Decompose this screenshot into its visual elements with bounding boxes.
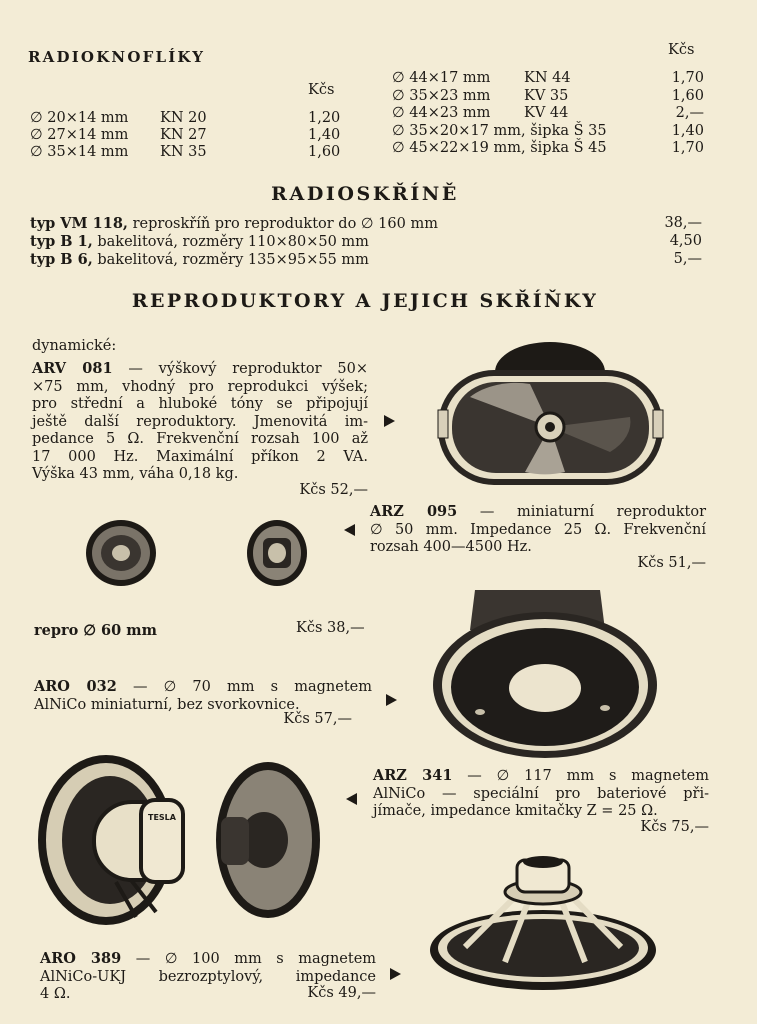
text-line: rozsah 400—4500 Hz. (370, 539, 532, 555)
knob-price: 1,60 (308, 144, 341, 160)
knob-spec: ∅ 44×23 mm (392, 105, 491, 121)
knob-spec: ∅ 35×14 mm (30, 144, 129, 160)
arz095-description (370, 503, 706, 557)
list-item (30, 110, 345, 127)
knob-price: 1,20 (308, 110, 341, 126)
aro032-description (34, 678, 372, 714)
text-line: — ∅ 117 mm s magnetem (467, 768, 709, 784)
text-line: AlNiCo — speciální pro bateriové při- (373, 785, 709, 802)
pointer-arrow-right-icon (384, 415, 395, 427)
cabinet-price: 38,— (664, 215, 702, 231)
product-code: ARO 032 (34, 678, 117, 695)
knobs-right-list (392, 70, 704, 158)
repro60-price: Kčs 38,— (296, 620, 365, 636)
knob-spec: ∅ 35×23 mm (392, 87, 491, 104)
text-line: AlNiCo-UKJ bezrozptylový, impedance (40, 968, 376, 985)
arv081-price: Kčs 52,— (299, 482, 368, 498)
section-title-knobs: RADIOKNOFLÍKY (28, 48, 206, 66)
product-code: ARZ 095 (370, 503, 458, 520)
text-line: ∅ 50 mm. Impedance 25 Ω. Frekvenční (370, 521, 706, 538)
cabinet-price: 4,50 (669, 233, 702, 249)
speaker-mini-front-image (84, 518, 159, 588)
product-code: ARZ 341 (373, 767, 453, 784)
text-line: pro střední a hluboké tóny se připojují (32, 396, 368, 412)
text-line: 4 Ω. (40, 986, 71, 1002)
list-item (30, 127, 345, 144)
text-line: — výškový reproduktor 50× (128, 361, 368, 377)
knob-spec: ∅ 35×20×17 mm, šipka Š 35 (392, 122, 607, 139)
knob-code: KN 44 (524, 70, 571, 86)
text-line: ×75 mm, vhodný pro reprodukci výšek; (32, 378, 368, 395)
knob-price: 1,40 (671, 122, 704, 139)
speaker-round-image (430, 590, 665, 760)
cabinet-type: typ B 1, (30, 233, 93, 250)
knob-spec: ∅ 45×22×19 mm, šipka Š 45 (392, 140, 607, 156)
knob-code: KN 35 (160, 144, 207, 160)
brand-badge-text: TESLA (148, 813, 176, 822)
knob-price: 1,70 (671, 70, 704, 86)
knobs-left-list (30, 110, 345, 161)
text-line: jímače, impedance kmitačky Z = 25 Ω. (373, 803, 658, 819)
list-item (392, 140, 704, 158)
arv081-description (32, 360, 368, 484)
text-line: pedance 5 Ω. Frekvenční rozsah 100 až (32, 431, 368, 447)
cabinet-type: typ VM 118, (30, 215, 128, 232)
list-item (30, 251, 702, 269)
pointer-arrow-left-icon (344, 524, 355, 536)
knob-code: KV 35 (524, 87, 569, 104)
cabinet-type: typ B 6, (30, 251, 93, 268)
aro032-price: Kčs 57,— (283, 711, 352, 727)
text-line: — miniaturní reproduktor (479, 504, 707, 520)
knob-spec: ∅ 20×14 mm (30, 110, 129, 126)
text-line: ještě další reproduktory. Jmenovitá im- (32, 413, 368, 430)
speaker-mini-back-image (245, 518, 310, 588)
arz341-description (373, 767, 709, 821)
product-code: ARV 081 (32, 360, 113, 377)
aro389-price: Kčs 49,— (307, 985, 376, 1001)
section-title-speakers: REPRODUKTORY A JEJICH SKŘÍŇKY (131, 290, 599, 312)
knob-code: KN 27 (160, 127, 207, 143)
pointer-arrow-right-icon (386, 694, 397, 706)
knob-price: 1,40 (308, 127, 341, 143)
cabinet-price: 5,— (673, 251, 702, 267)
list-item (392, 88, 704, 106)
cabinets-list (30, 215, 702, 269)
pointer-arrow-left-icon (346, 793, 357, 805)
knob-price: 1,60 (671, 87, 704, 104)
text-line: — ∅ 100 mm s magnetem (135, 951, 377, 967)
text-line: AlNiCo miniaturní, bez svorkovnice. (34, 696, 300, 713)
knob-price: 2,— (675, 105, 704, 121)
repro60-label: repro ∅ 60 mm (34, 622, 157, 639)
list-item (392, 105, 704, 123)
speaker-large-pair-image (36, 752, 321, 927)
cabinet-desc: bakelitová, rozměry 135×95×55 mm (97, 252, 369, 268)
list-item (30, 215, 702, 233)
knob-spec: ∅ 44×17 mm (392, 70, 491, 86)
text-line: 17 000 Hz. Maximální příkon 2 VA. (32, 448, 368, 465)
text-line: Výška 43 mm, váha 0,18 kg. (32, 466, 239, 482)
list-item (30, 144, 345, 161)
text-line: — ∅ 70 mm s magnetem (132, 679, 372, 695)
cabinet-desc: reproskříň pro reproduktor do ∅ 160 mm (132, 216, 438, 232)
knob-code: KV 44 (524, 105, 569, 121)
pointer-arrow-right-icon (390, 968, 401, 980)
arz095-price: Kčs 51,— (637, 555, 706, 571)
list-item (392, 70, 704, 88)
speaker-oval-image (430, 322, 670, 487)
cabinet-desc: bakelitová, rozměry 110×80×50 mm (97, 234, 369, 250)
section-title-cabinets: RADIOSKŘÍNĚ (271, 183, 459, 205)
speakers-intro: dynamické: (32, 338, 117, 354)
knob-spec: ∅ 27×14 mm (30, 127, 129, 143)
currency-header-left: Kčs (308, 82, 335, 98)
knob-price: 1,70 (671, 140, 704, 156)
list-item (392, 123, 704, 141)
knob-code: KN 20 (160, 110, 207, 126)
list-item (30, 233, 702, 251)
arz341-price: Kčs 75,— (640, 819, 709, 835)
product-code: ARO 389 (40, 950, 122, 967)
speaker-frame-image (425, 852, 660, 992)
currency-header-right: Kčs (668, 42, 695, 58)
